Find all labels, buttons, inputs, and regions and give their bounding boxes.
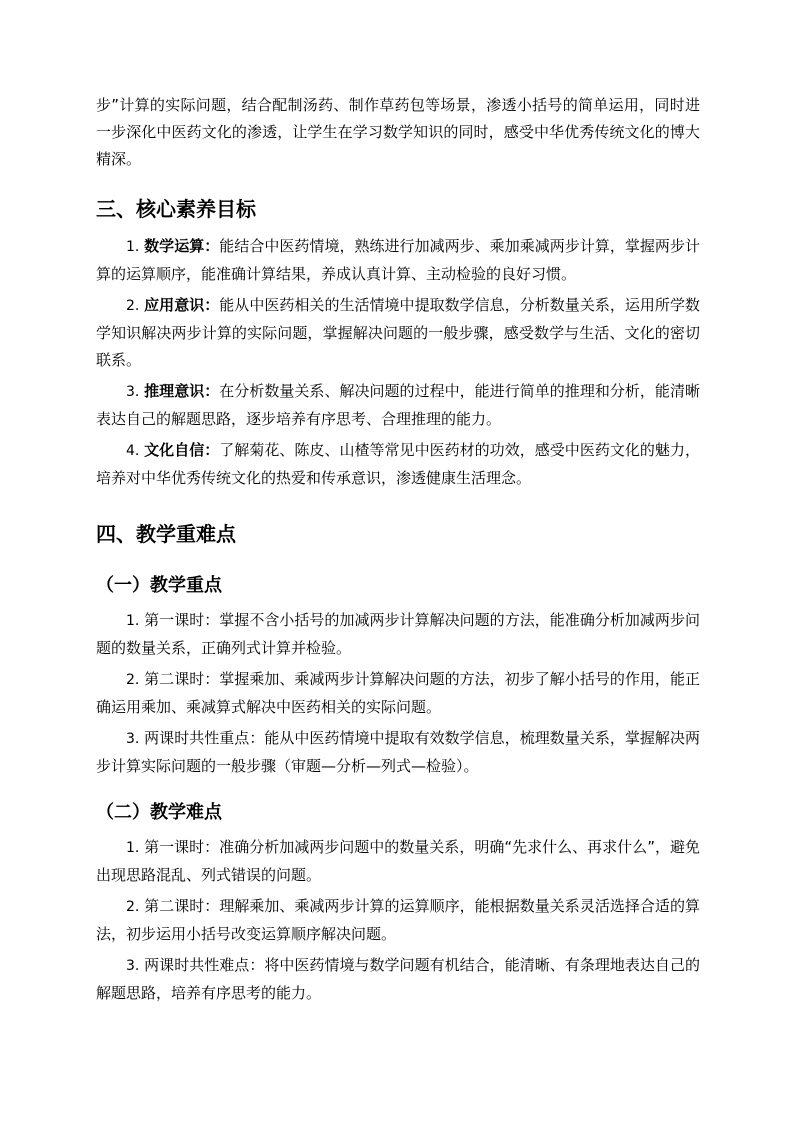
item-text: 第二课时：掌握乘加、乘减两步计算解决问题的方法，初步了解小括号的作用，能正确运用乘加、乘减算式解决中医药相关的实际问题。 bbox=[96, 670, 700, 716]
item-number: 2. bbox=[126, 298, 140, 314]
difficulty-item bbox=[96, 834, 700, 889]
item-text: 第一课时：掌握不含小括号的加减两步计算解决问题的方法，能准确分析加减两步问题的数量关系，正确列式计算并检验。 bbox=[96, 611, 700, 657]
item-keyword: 文化自信： bbox=[144, 441, 220, 459]
item-text: 第二课时：理解乘加、乘减两步计算的运算顺序，能根据数量关系灵活选择合适的算法，初步运用小括号改变运算顺序解决问题。 bbox=[96, 897, 700, 943]
item-number: 2. bbox=[126, 672, 140, 688]
section-heading-objectives: 三、核心素养目标 bbox=[96, 197, 256, 221]
item-number: 3. bbox=[126, 731, 140, 747]
item-text: 两课时共性重点：能从中医药情境中提取有效数学信息，梳理数量关系，掌握解决两步计算实际问题的一般步骤（审题—分析—列式—检验）。 bbox=[96, 729, 700, 775]
item-number: 3. bbox=[126, 958, 140, 974]
item-number: 4. bbox=[126, 443, 140, 459]
objective-item bbox=[96, 292, 700, 374]
item-text: 了解菊花、陈皮、山楂等常见中医药材的功效，感受中医药文化的魅力，培养对中华优秀传统文化的热爱和传承意识，渗透健康生活理念。 bbox=[96, 441, 700, 487]
difficulty-item bbox=[96, 893, 700, 948]
objective-item bbox=[96, 233, 700, 288]
focus-item bbox=[96, 666, 700, 721]
section-heading-key-points: 四、教学重难点 bbox=[96, 522, 236, 546]
item-number: 1. bbox=[126, 613, 140, 629]
difficulty-item bbox=[96, 952, 700, 1007]
item-text: 在分析数量关系、解决问题的过程中，能进行简单的推理和分析，能清晰表达自己的解题思路，逐步培养有序思考、合理推理的能力。 bbox=[96, 382, 700, 428]
item-keyword: 数学运算： bbox=[144, 237, 220, 255]
document-page bbox=[96, 92, 700, 1007]
item-text: 两课时共性难点：将中医药情境与数学问题有机结合，能清晰、有条理地表达自己的解题思路，培养有序思考的能力。 bbox=[96, 956, 700, 1002]
item-keyword: 推理意识： bbox=[144, 382, 220, 400]
item-number: 1. bbox=[126, 239, 140, 255]
objective-item bbox=[96, 437, 700, 492]
item-text: 能从中医药相关的生活情境中提取数学信息，分析数量关系，运用所学数学知识解决两步计算的实际问题，掌握解决问题的一般步骤，感受数学与生活、文化的密切联系。 bbox=[96, 296, 700, 369]
focus-item bbox=[96, 607, 700, 662]
objective-item bbox=[96, 378, 700, 433]
item-number: 2. bbox=[126, 899, 140, 915]
item-keyword: 应用意识： bbox=[144, 296, 220, 314]
subsection-heading-difficulty: （二）教学难点 bbox=[96, 802, 222, 823]
intro-paragraph: 步”计算的实际问题，结合配制汤药、制作草药包等场景，渗透小括号的简单运用，同时进一步深化中医药文化的渗透，让学生在学习数学知识的同时，感受中华优秀传统文化的博大精深。 bbox=[96, 96, 700, 168]
item-number: 3. bbox=[126, 384, 140, 400]
subsection-heading-focus: （一）教学重点 bbox=[96, 575, 222, 596]
item-text: 第一课时：准确分析加减两步问题中的数量关系，明确“先求什么、再求什么”，避免出现思路混乱、列式错误的问题。 bbox=[96, 838, 700, 884]
focus-item bbox=[96, 725, 700, 780]
item-number: 1. bbox=[126, 840, 140, 856]
item-text: 能结合中医药情境，熟练进行加减两步、乘加乘减两步计算，掌握两步计算的运算顺序，能准确计算结果，养成认真计算、主动检验的良好习惯。 bbox=[96, 237, 700, 283]
